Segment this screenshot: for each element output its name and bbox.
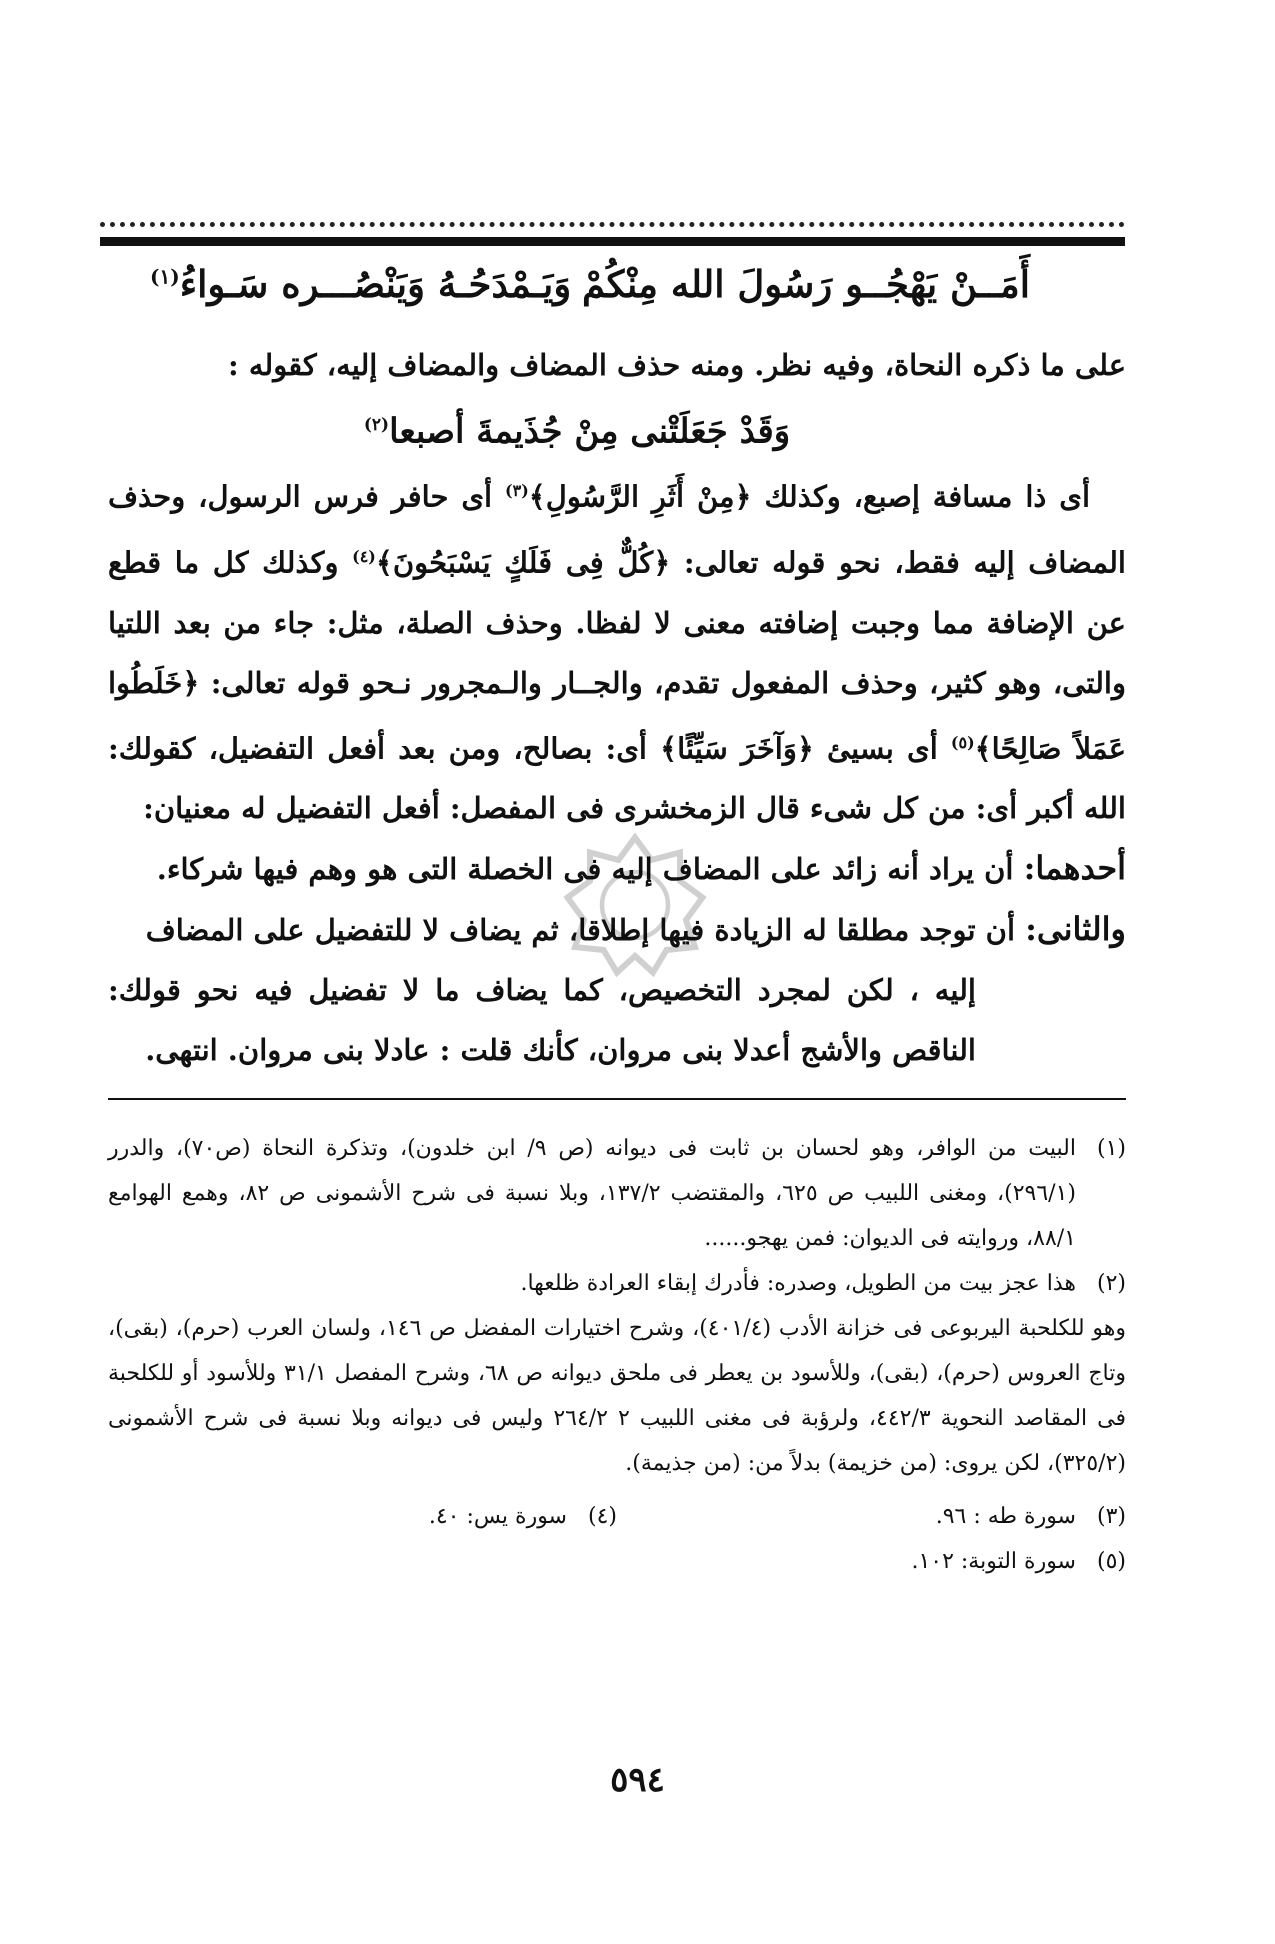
footnote-ref-2: (٢) (363, 415, 390, 435)
footnote-5 (108, 1539, 1126, 1584)
verse-line (150, 262, 1030, 306)
header-rule (100, 222, 1125, 246)
poem-text: وَقَدْ جَعَلَتْنى مِنْ جُذَيمةَ أصبعا (389, 411, 791, 452)
verse-right-hemistich: أَمَــنْ يَهْجُــو رَسُولَ الله مِنْكُمْ (581, 262, 1030, 306)
footnotes-3-4 (108, 1494, 1126, 1539)
footnote-text: سورة طه : ٩٦. (935, 1504, 1076, 1529)
footnote-text: البيت من الوافر، وهو لحسان بن ثابت فى ديوانه (ص ٩/ ابن خلدون)، وتذكرة النحاة (ص٧٠)، والدرر (٢٩٦/١)، ومغنى اللبيب ص ٦٢٥، والمقتضب ١٣٧/٢، وبلا نسبة فى شرح الأشمونى ص ٨٢، وهمع الهوامع ٨٨/١، وروايته فى الديوان: فمن يهجو...... (108, 1136, 1076, 1251)
dotted-rule (100, 222, 1125, 233)
first-text: أن يراد أنه زائد على المضاف إليه فى الخصلة التى هو وهم فيها شركاء. (156, 852, 1024, 887)
first-label: أحدهما: (1023, 849, 1126, 888)
poem-line (108, 395, 1126, 461)
footnote-ref-1: (١) (150, 264, 180, 289)
second-label: والثانى: (1025, 910, 1126, 949)
verse-left-hemistich (150, 262, 571, 306)
second-text-a: أن توجد مطلقا له الزيادة فيها إطلاقا، ثم يضاف لا للتفضيل على المضاف (145, 913, 1026, 948)
footnote-number: (٣) (1096, 1504, 1126, 1529)
watermark-seal-icon (560, 830, 710, 980)
footnote-1 (108, 1126, 1126, 1261)
footnote-number: (٢) (1096, 1271, 1126, 1296)
para2-part-b: أى حافر فرس الرسول، وحذف المضاف إليه فقط، نحو قوله تعالى: ﴿كُلٌّ فِى فَلَكٍ يَسْبَحُونَ﴾ (108, 479, 1126, 580)
thick-rule (100, 237, 1125, 246)
para2-part-c: وكذلك كل ما قطع عن الإضافة مما وجبت إضافته معنى لا لفظا. وحذف الصلة، مثل: جاء من بعد اللتيا والتى، وهو كثير، وحذف المفعول تقدم، والجــار والـمجرور نـحو قوله تعالى: ﴿خَلَطُوا عَمَلاً صَالِحًا﴾ (108, 545, 1126, 766)
footnote-2 (108, 1261, 1126, 1306)
footnote-text: سورة التوبة: ١٠٢. (911, 1549, 1076, 1574)
footnote-ref-5: (٥) (950, 732, 975, 752)
footnote-text: هذا عجز بيت من الطويل، وصدره: فأدرك إبقاء العرادة ظلعها. (520, 1271, 1076, 1296)
footnote-4 (108, 1494, 617, 1539)
para2-part-a: أى ذا مسافة إصبع، وكذلك ﴿مِنْ أَثَرِ الرَّسُولِ﴾ (528, 479, 1090, 514)
footnote-ref-4: (٤) (352, 546, 376, 566)
footnote-number: (٥) (1096, 1549, 1126, 1574)
footnote-number: (٤) (587, 1504, 617, 1529)
footnote-3 (617, 1494, 1126, 1539)
verse-left-text: وَيَـمْدَحُـهُ وَيَنْصُـــره سَـواءُ (179, 262, 572, 306)
footnote-2-continued: وهو للكلحبة اليربوعى فى خزانة الأدب (٤٠١/٤)، وشرح اختيارات المفضل ص ١٤٦، ولسان العرب (حرم)، (بقى)، وتاج العروس (حرم)، (بقى)، وللأسود بن يعطر فى ملحق ديوانه ص ٦٨، وشرح المفصل ٣١/١ وللأسود أو للكلحبة فى المقاصد النحوية ٤٤٢/٣، ولرؤبة فى مغنى اللبيب ٢ ٢٦٤/٢ وليس فى ديوانه وبلا نسبة فى شرح الأشمونى (٣٢٥/٢)، لكن يروى: (من خزيمة) بدلاً من: (من جذيمة). (108, 1316, 1126, 1476)
para2-part-d: أى بسيئ ﴿وَآخَرَ سَيِّئًا﴾ أى: بصالح، ومن بعد أفعل التفضيل، كقولك: الله أكبر أى: من كل شىء قال الزمخشرى فى المفصل: أفعل التفضيل له معنيان: (108, 731, 1126, 826)
footnote-ref-3: (٣) (505, 481, 529, 501)
body-paragraph-2 (108, 461, 1126, 838)
second-meaning-continued: إليه ، لكن لمجرد التخصيص، كما يضاف ما لا تفضيل فيه نحو قولك: الناقص والأشج أعدلا بنى مروان، كأنك قلت : عادلا بنى مروان. انتهى. (108, 973, 976, 1068)
page-number: ٥٩٤ (610, 1760, 665, 1800)
footnote-text: سورة يس: ٤٠. (428, 1504, 567, 1529)
footnote-number: (١) (1096, 1136, 1126, 1161)
footnotes (108, 1126, 1126, 1584)
body-line-1: على ما ذكره النحاة، وفيه نظر. ومنه حذف المضاف والمضاف إليه، كقوله : (228, 348, 1126, 382)
footnote-rule (108, 1098, 1126, 1100)
